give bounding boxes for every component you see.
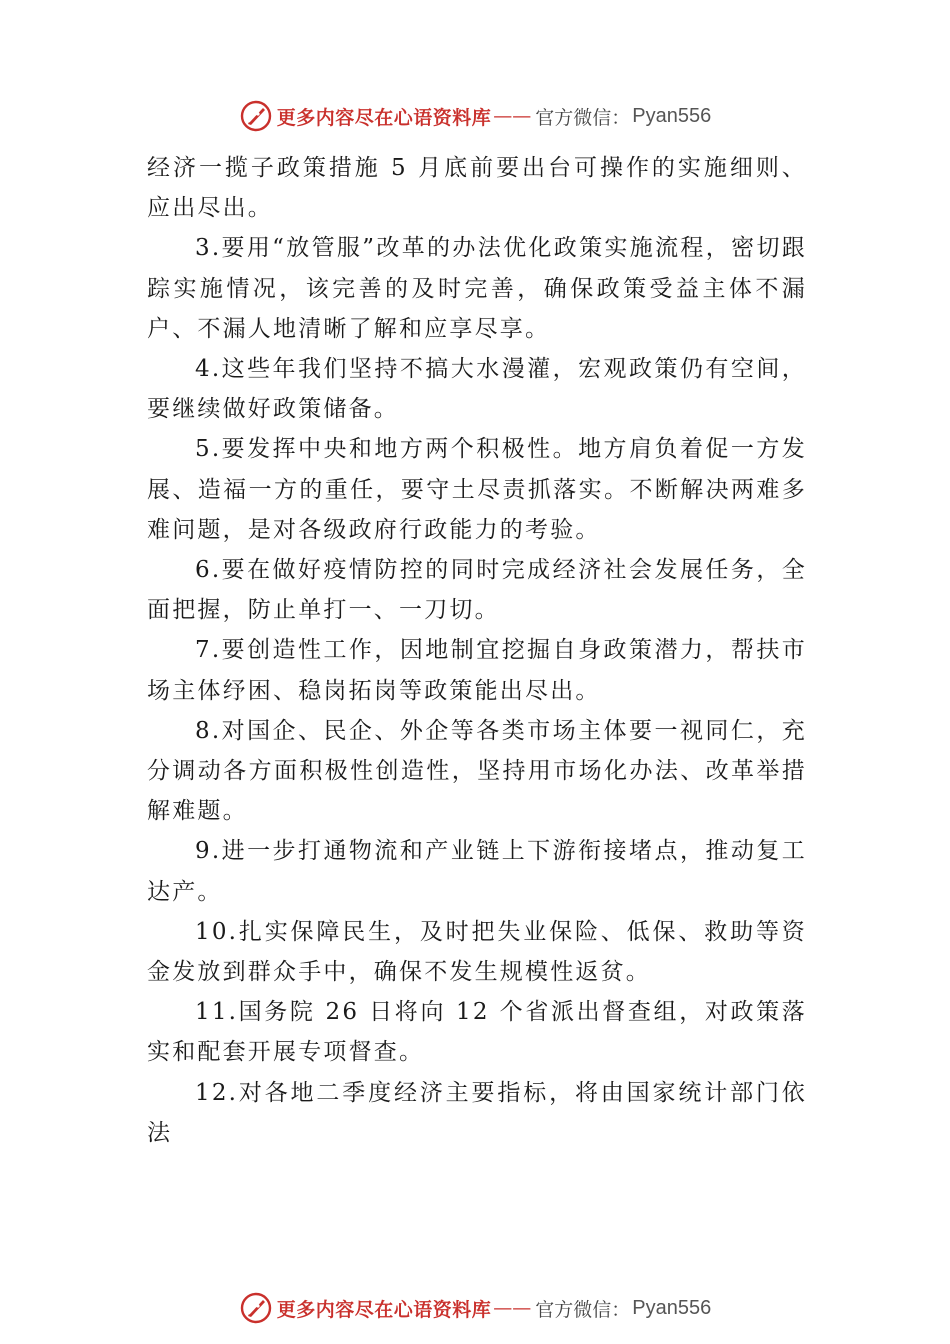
wechat-id: Pyan556 xyxy=(632,1296,712,1319)
paragraph-item-4: 4.这些年我们坚持不搞大水漫灌，宏观政策仍有空间，要继续做好政策储备。 xyxy=(147,356,807,423)
wechat-id: Pyan556 xyxy=(632,104,712,127)
paragraph-item-7: 7.要创造性工作，因地制宜挖掘自身政策潜力，帮扶市场主体纾困、稳岗拓岗等政策能出尽出。 xyxy=(147,637,807,704)
paragraph-item-12: 12.对各地二季度经济主要指标，将由国家统计部门依法 xyxy=(147,1079,807,1146)
paragraph-item-6: 6.要在做好疫情防控的同时完成经济社会发展任务，全面把握，防止单打一、一刀切。 xyxy=(147,557,807,624)
paragraph-item-8: 8.对国企、民企、外企等各类市场主体要一视同仁，充分调动各方面积极性创造性，坚持用市场化办法、改革举措解难题。 xyxy=(147,717,807,825)
wechat-label: 官方微信： xyxy=(535,1298,631,1321)
paragraph-continued: 经济一揽子政策措施 5 月底前要出台可操作的实施细则、应出尽出。 xyxy=(147,155,807,222)
site-name: 更多内容尽在心语资料库 xyxy=(276,106,492,129)
wechat-label: 官方微信： xyxy=(535,106,631,129)
document-body xyxy=(147,148,807,1153)
pen-nib-logo-icon xyxy=(239,99,273,133)
header-banner xyxy=(0,96,950,136)
paragraph-item-3: 3.要用“放管服”改革的办法优化政策实施流程，密切跟踪实施情况，该完善的及时完善，确保政策受益主体不漏户、不漏人地清晰了解和应享尽享。 xyxy=(147,235,807,342)
paragraph-item-5: 5.要发挥中央和地方两个积极性。地方肩负着促一方发展、造福一方的重任，要守土尽责抓落实。不断解决两难多难问题，是对各级政府行政能力的考验。 xyxy=(147,436,807,543)
banner-separator: —— xyxy=(493,105,532,127)
paragraph-item-10: 10.扎实保障民生，及时把失业保险、低保、救助等资金发放到群众手中，确保不发生规模性返贫。 xyxy=(147,918,807,986)
site-name: 更多内容尽在心语资料库 xyxy=(276,1298,492,1321)
paragraph-item-11: 11.国务院 26 日将向 12 个省派出督查组，对政策落实和配套开展专项督查。 xyxy=(147,999,807,1066)
banner-separator: —— xyxy=(493,1297,532,1319)
paragraph-item-9: 9.进一步打通物流和产业链上下游衔接堵点，推动复工达产。 xyxy=(147,838,807,905)
footer-banner xyxy=(0,1288,950,1328)
pen-nib-logo-icon xyxy=(239,1291,273,1325)
